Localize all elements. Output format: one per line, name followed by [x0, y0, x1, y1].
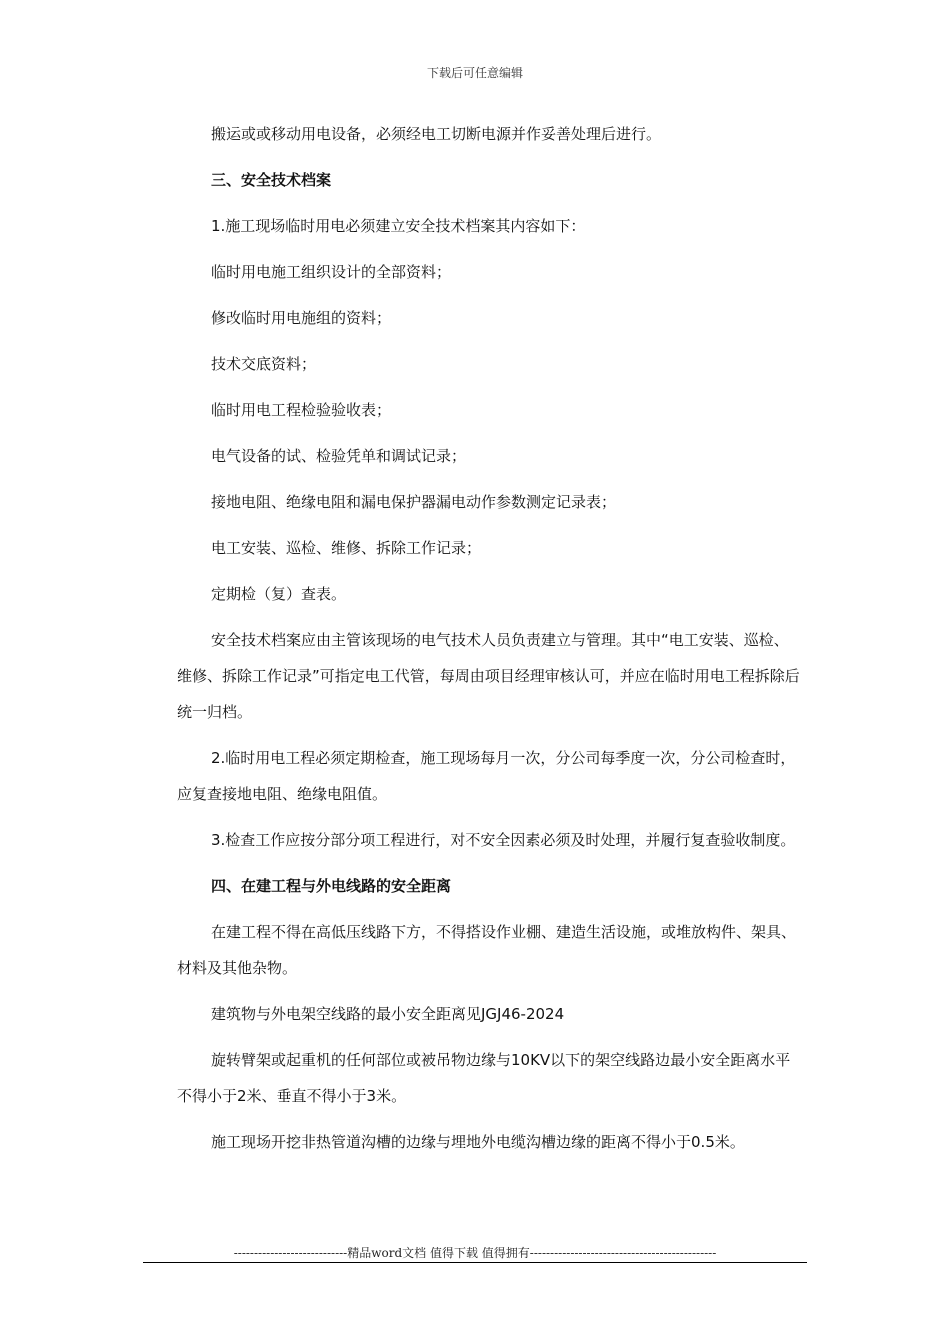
list-item: 临时用电施工组织设计的全部资料； [211, 263, 452, 281]
document-body [177, 116, 802, 1170]
paragraph: 3.检查工作应按分部分项工程进行，对不安全因素必须及时处理，并履行复查验收制度。 [211, 831, 796, 849]
section-heading: 三、安全技术档案 [211, 171, 332, 189]
footer-divider [143, 1262, 807, 1263]
paragraph: 旋转臂架或起重机的任何部位或被吊物边缘与10KV以下的架空线路边最小安全距离水平不得小于2米、垂直不得小于3米。 [177, 1051, 791, 1105]
paragraph: 施工现场开挖非热管道沟槽的边缘与埋地外电缆沟槽边缘的距离不得小于0.5米。 [211, 1133, 745, 1151]
paragraph: 建筑物与外电架空线路的最小安全距离见JGJ46-2024 [211, 1005, 565, 1023]
list-item: 临时用电工程检验验收表； [211, 401, 392, 419]
list-item: 电工安装、巡检、维修、拆除工作记录； [211, 539, 482, 557]
list-item: 修改临时用电施组的资料； [211, 309, 392, 327]
list-item: 接地电阻、绝缘电阻和漏电保护器漏电动作参数测定记录表； [211, 493, 617, 511]
paragraph: 2.临时用电工程必须定期检查，施工现场每月一次，分公司每季度一次，分公司检查时，应复查接地电阻、绝缘电阻值。 [177, 749, 796, 803]
paragraph: 安全技术档案应由主管该现场的电气技术人员负责建立与管理。其中“电工安装、巡检、维修、拆除工作记录”可指定电工代管，每周由项目经理审核认可，并应在临时用电工程拆除后统一归档。 [177, 631, 800, 721]
paragraph: 1.施工现场临时用电必须建立安全技术档案其内容如下： [211, 217, 586, 235]
list-item: 电气设备的试、检验凭单和调试记录； [211, 447, 467, 465]
paragraph: 在建工程不得在高低压线路下方，不得搭设作业棚、建造生活设施，或堆放构件、架具、材料及其他杂物。 [177, 923, 797, 977]
page-header: 下载后可任意编辑 [426, 66, 523, 80]
paragraph: 搬运或或移动用电设备，必须经电工切断电源并作妥善处理后进行。 [211, 125, 662, 143]
list-item: 技术交底资料； [211, 355, 317, 373]
section-heading: 四、在建工程与外电线路的安全距离 [211, 877, 452, 895]
page-footer: ----------------------------精品word文档 值得下载 值得拥有---------------------------------------------- [233, 1246, 717, 1260]
list-item: 定期检（复）查表。 [211, 585, 347, 603]
